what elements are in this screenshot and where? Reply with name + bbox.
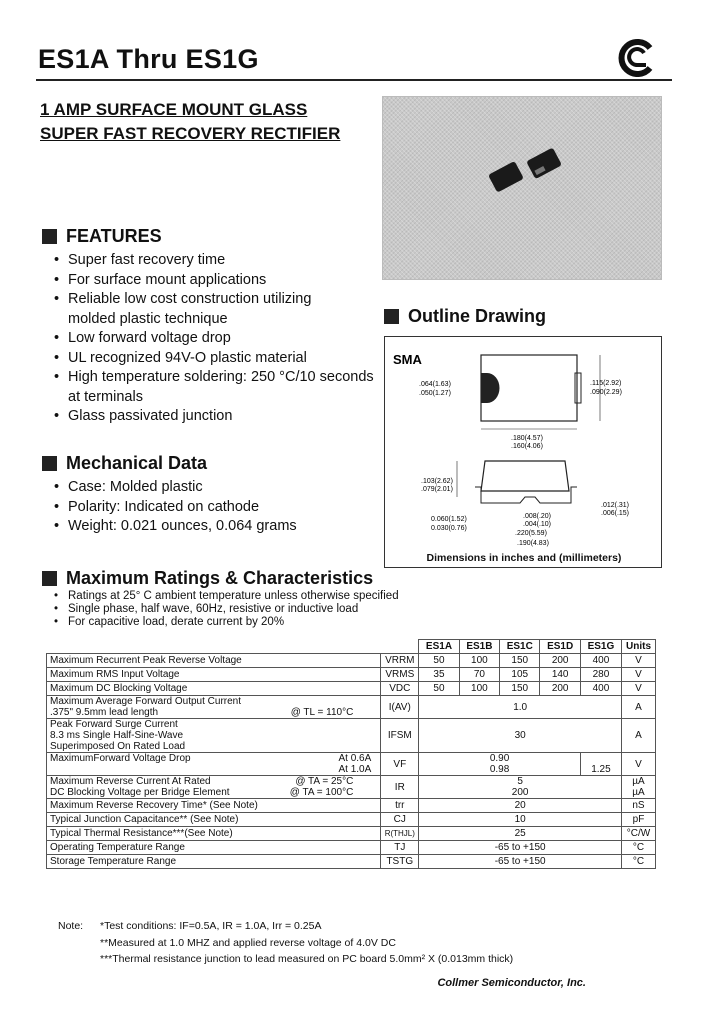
list-item: • Case: Molded plastic xyxy=(54,478,384,498)
list-item: • Low forward voltage drop xyxy=(54,329,384,349)
svg-text:.160(4.06): .160(4.06) xyxy=(511,443,543,450)
subtitle-line-2: SUPER FAST RECOVERY RECTIFIER xyxy=(40,124,341,143)
section-marker-icon xyxy=(42,456,57,471)
table-row: Peak Forward Surge Current 8.3 ms Single Half-Sine-Wave Superimposed On Rated Load IFSM 30 A xyxy=(47,719,656,753)
mechanical-list xyxy=(54,478,384,537)
svg-text:.180(4.57): .180(4.57) xyxy=(511,435,543,442)
list-item: • UL recognized 94V-O plastic material xyxy=(54,349,384,369)
table-row: Operating Temperature Range TJ -65 to +150 °C xyxy=(47,841,656,855)
product-photo xyxy=(382,96,662,280)
section-marker-icon xyxy=(384,309,399,324)
note-1: *Test conditions: IF=0.5A, IR = 1.0A, Irr = 0.25A xyxy=(100,920,322,932)
list-item: • Ratings at 25° C ambient temperature unless otherwise specified xyxy=(54,590,454,603)
svg-text:.008(.20): .008(.20) xyxy=(523,513,552,520)
table-row: Maximum Recurrent Peak Reverse Voltage VRRM 50 100 150 200 400 V xyxy=(47,654,656,668)
svg-text:.012(.31): .012(.31) xyxy=(601,502,630,509)
svg-text:.004(.10): .004(.10) xyxy=(523,521,552,528)
svg-text:.220(5.59): .220(5.59) xyxy=(515,530,547,537)
outline-heading: Outline Drawing xyxy=(384,306,546,327)
table-row: Typical Thermal Resistance***(See Note) R(THJL) 25 °C/W xyxy=(47,827,656,841)
svg-text:.190(4.83): .190(4.83) xyxy=(517,540,549,547)
list-item: • For capacitive load, derate current by 20% xyxy=(54,616,454,629)
table-row: MaximumForward Voltage Drop At 0.6A At 1.0A VF 0.90 0.98 1.25 V xyxy=(47,753,656,776)
list-item: • Glass passivated junction xyxy=(54,407,384,427)
mechanical-heading: Mechanical Data xyxy=(42,453,207,474)
section-marker-icon xyxy=(42,571,57,586)
notes-list xyxy=(100,918,660,968)
table-header-row: ES1A ES1B ES1C ES1D ES1G Units xyxy=(47,640,656,654)
list-item: • Weight: 0.021 ounces, 0.064 grams xyxy=(54,517,384,537)
table-row: Maximum Average Forward Output Current .375" 9.5mm lead length @ TL = 110°C I(AV) 1.0 A xyxy=(47,696,656,719)
ratings-table xyxy=(46,639,656,869)
list-item: • Reliable low cost construction utilizing molded plastic technique xyxy=(54,290,384,329)
list-item: • Super fast recovery time xyxy=(54,251,384,271)
svg-text:.064(1.63): .064(1.63) xyxy=(419,381,451,388)
subtitle-line-1: 1 AMP SURFACE MOUNT GLASS xyxy=(40,100,308,119)
table-row: Maximum Reverse Current At Rated @ TA = 25°C DC Blocking Voltage per Bridge Element @ TA = 100°C IR 5 200 µA µA xyxy=(47,776,656,799)
table-row: Typical Junction Capacitance** (See Note) CJ 10 pF xyxy=(47,813,656,827)
list-item: • High temperature soldering: 250 °C/10 seconds at terminals xyxy=(54,368,384,407)
note-2: **Measured at 1.0 MHZ and applied reverse voltage of 4.0V DC xyxy=(100,936,396,949)
features-heading: FEATURES xyxy=(42,226,162,247)
svg-text:.115(2.92): .115(2.92) xyxy=(590,380,622,387)
svg-text:.103(2.62): .103(2.62) xyxy=(421,478,453,485)
package-name: SMA xyxy=(393,352,422,367)
svg-text:.006(.15): .006(.15) xyxy=(601,510,630,517)
list-item: • For surface mount applications xyxy=(54,271,384,291)
outline-drawing xyxy=(384,336,662,568)
svg-text:0.030(0.76): 0.030(0.76) xyxy=(431,525,467,532)
ratings-conditions xyxy=(54,590,454,629)
list-item: • Single phase, half wave, 60Hz, resistive or inductive load xyxy=(54,603,454,616)
dimensions-caption: Dimensions in inches and (millimeters) xyxy=(426,552,622,564)
list-item: • Polarity: Indicated on cathode xyxy=(54,498,384,518)
svg-text:0.060(1.52): 0.060(1.52) xyxy=(431,516,467,523)
company-logo-icon xyxy=(614,36,658,80)
page-title: ES1A Thru ES1G xyxy=(38,44,259,74)
svg-text:.079(2.01): .079(2.01) xyxy=(421,486,453,493)
table-row: Storage Temperature Range TSTG -65 to +150 °C xyxy=(47,855,656,869)
notes-label: Note: xyxy=(58,920,84,932)
table-row: Maximum RMS Input Voltage VRMS 35 70 105 140 280 V xyxy=(47,668,656,682)
note-3: ***Thermal resistance junction to lead measured on PC board 5.0mm² X (0.013mm thick) xyxy=(100,953,514,965)
diode-image xyxy=(383,97,663,281)
title-divider xyxy=(36,79,672,81)
section-marker-icon xyxy=(42,229,57,244)
table-row: Maximum DC Blocking Voltage VDC 50 100 150 200 400 V xyxy=(47,682,656,696)
features-list xyxy=(54,251,384,427)
package-diagram xyxy=(385,337,661,547)
company-name: Collmer Semiconductor, Inc. xyxy=(437,977,586,989)
svg-text:.090(2.29): .090(2.29) xyxy=(590,389,622,396)
svg-text:.050(1.27): .050(1.27) xyxy=(419,390,451,397)
ratings-heading: Maximum Ratings & Characteristics xyxy=(42,568,373,589)
table-row: Maximum Reverse Recovery Time* (See Note) trr 20 nS xyxy=(47,799,656,813)
